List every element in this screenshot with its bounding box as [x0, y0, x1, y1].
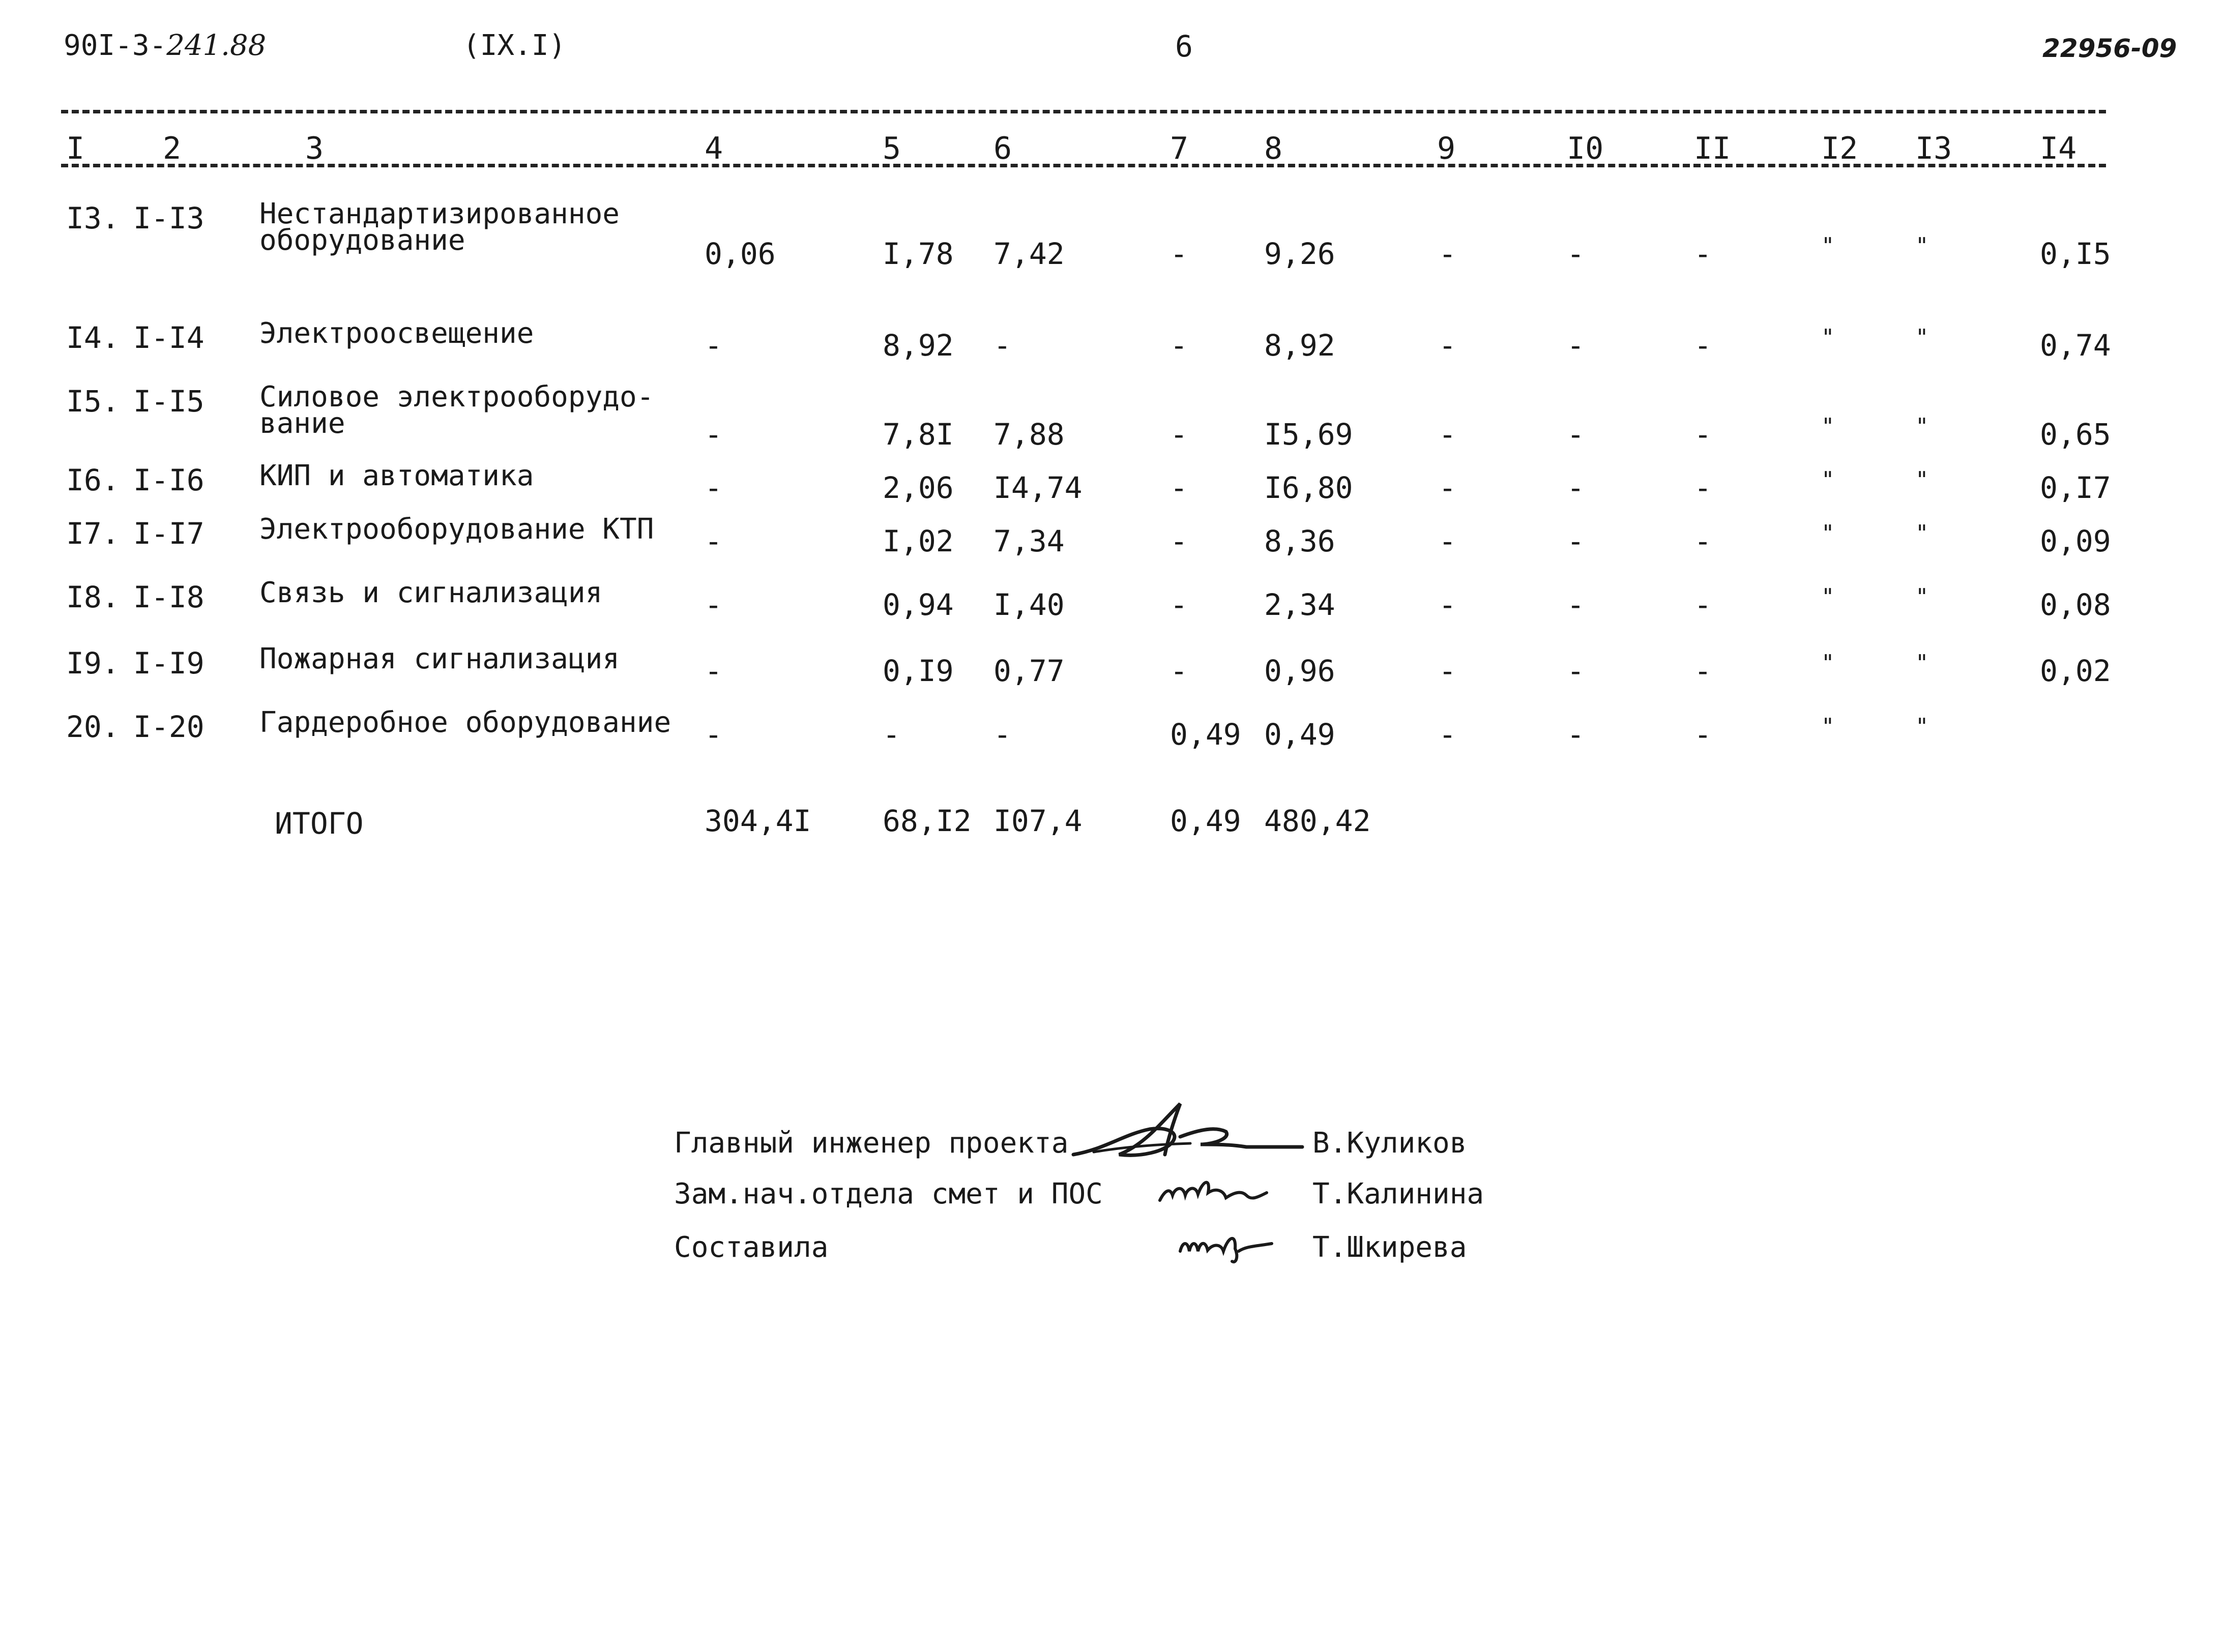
row-col-12: "	[1821, 467, 1835, 493]
row-name: КИП и автоматика	[259, 459, 534, 492]
row-name: Гардеробное оборудование	[259, 706, 671, 739]
row-col-13: "	[1915, 520, 1929, 546]
column-number: 9	[1437, 131, 1456, 166]
row-col-7: -	[1170, 417, 1188, 452]
header-top-rule	[61, 110, 2106, 113]
row-col-4: -	[705, 328, 722, 363]
total-col-8: 480,42	[1264, 804, 1371, 838]
row-col-8: 2,34	[1264, 587, 1335, 622]
row-col-11: -	[1694, 587, 1712, 622]
row-name: Силовое электрооборудо-вание	[259, 380, 654, 440]
row-col-8: 8,92	[1264, 328, 1335, 363]
row-col-8: 0,96	[1264, 654, 1335, 688]
total-label: ИТОГО	[275, 806, 364, 841]
row-col-7: -	[1170, 524, 1188, 558]
column-number: 7	[1170, 131, 1189, 166]
header-bottom-rule	[61, 164, 2106, 167]
row-col-6: 7,34	[993, 524, 1065, 558]
row-col-8: 9,26	[1264, 237, 1335, 271]
row-col-12: "	[1821, 233, 1835, 259]
row-code: I-20	[133, 710, 204, 744]
row-col-6: -	[993, 717, 1011, 752]
row-col-10: -	[1567, 587, 1585, 622]
row-code: I-I5	[133, 384, 204, 419]
row-code: I-I4	[133, 320, 204, 355]
row-col-14: 0,74	[2040, 328, 2111, 363]
signature-shkireva	[1175, 1221, 1277, 1272]
row-code: I-I8	[133, 580, 204, 614]
row-number: I9.	[66, 646, 120, 681]
signature-kulikov	[1063, 1094, 1307, 1170]
row-col-13: "	[1915, 584, 1929, 610]
row-col-5: I,78	[883, 237, 954, 271]
row-number: 20.	[66, 710, 120, 744]
row-col-6: 7,42	[993, 237, 1065, 271]
document-number: 22956-09	[2042, 34, 2177, 63]
row-col-10: -	[1567, 524, 1585, 558]
project-code	[64, 29, 267, 62]
row-name: Связь и сигнализация	[259, 576, 603, 609]
row-col-10: -	[1567, 654, 1585, 688]
row-col-8: 0,49	[1264, 717, 1335, 752]
column-number: 5	[883, 131, 901, 166]
row-col-12: "	[1821, 714, 1835, 740]
row-col-7: -	[1170, 237, 1188, 271]
column-number: II	[1694, 131, 1731, 166]
total-col-6: I07,4	[993, 804, 1083, 838]
row-col-10: -	[1567, 237, 1585, 271]
row-col-7: -	[1170, 470, 1188, 505]
row-col-5: 0,94	[883, 587, 954, 622]
row-col-12: "	[1821, 414, 1835, 439]
row-col-12: "	[1821, 324, 1835, 350]
row-number: I8.	[66, 580, 120, 614]
column-number: I	[66, 131, 85, 166]
column-number: 3	[305, 131, 324, 166]
column-number: I0	[1567, 131, 1604, 166]
row-col-7: -	[1170, 587, 1188, 622]
row-col-14: 0,02	[2040, 654, 2111, 688]
row-col-8: I5,69	[1264, 417, 1353, 452]
row-col-14: 0,65	[2040, 417, 2111, 452]
row-col-11: -	[1694, 717, 1712, 752]
row-col-12: "	[1821, 520, 1835, 546]
page-number: 6	[1175, 29, 1193, 64]
column-number: 8	[1264, 131, 1283, 166]
row-col-4: 0,06	[705, 237, 776, 271]
row-col-6: 7,88	[993, 417, 1065, 452]
row-col-6: 0,77	[993, 654, 1065, 688]
row-col-6: I,40	[993, 587, 1065, 622]
row-col-5: -	[883, 717, 900, 752]
row-number: I7.	[66, 516, 120, 551]
row-col-9: -	[1439, 587, 1456, 622]
row-col-9: -	[1439, 654, 1456, 688]
signer-name: Т.Шкирева	[1312, 1231, 1467, 1264]
row-col-5: 2,06	[883, 470, 954, 505]
row-code: I-I7	[133, 516, 204, 551]
row-col-14: 0,I5	[2040, 237, 2111, 271]
row-col-10: -	[1567, 328, 1585, 363]
row-code: I-I3	[133, 201, 204, 235]
row-col-9: -	[1439, 524, 1456, 558]
row-col-13: "	[1915, 324, 1929, 350]
row-col-4: -	[705, 417, 722, 452]
row-col-14: 0,09	[2040, 524, 2111, 558]
row-col-8: I6,80	[1264, 470, 1353, 505]
project-code-typed: 90I-3-	[64, 29, 167, 62]
row-col-11: -	[1694, 417, 1712, 452]
row-col-5: 7,8I	[883, 417, 954, 452]
row-name: Пожарная сигнализация	[259, 642, 620, 675]
row-col-7: -	[1170, 328, 1188, 363]
row-col-11: -	[1694, 524, 1712, 558]
total-col-4: 304,4I	[705, 804, 811, 838]
column-number: 6	[993, 131, 1012, 166]
section-code: (IX.I)	[463, 29, 566, 62]
row-col-4: -	[705, 717, 722, 752]
row-col-10: -	[1567, 417, 1585, 452]
signature-kalinina	[1155, 1170, 1272, 1216]
row-number: I5.	[66, 384, 120, 419]
row-col-7: 0,49	[1170, 717, 1241, 752]
row-col-5: 8,92	[883, 328, 954, 363]
column-number: 2	[163, 131, 182, 166]
row-col-4: -	[705, 654, 722, 688]
row-col-13: "	[1915, 233, 1929, 259]
column-number: I2	[1821, 131, 1858, 166]
row-code: I-I9	[133, 646, 204, 681]
row-col-9: -	[1439, 328, 1456, 363]
row-col-10: -	[1567, 470, 1585, 505]
row-col-14: 0,08	[2040, 587, 2111, 622]
row-col-13: "	[1915, 414, 1929, 439]
row-col-9: -	[1439, 717, 1456, 752]
row-number: I3.	[66, 201, 120, 235]
row-col-6: I4,74	[993, 470, 1083, 505]
row-col-9: -	[1439, 470, 1456, 505]
row-col-4: -	[705, 587, 722, 622]
signer-role: Главный инженер проекта	[674, 1127, 1069, 1160]
row-col-13: "	[1915, 467, 1929, 493]
column-number: 4	[705, 131, 723, 166]
row-col-6: -	[993, 328, 1011, 363]
row-col-11: -	[1694, 470, 1712, 505]
signer-name: Т.Калинина	[1312, 1177, 1484, 1211]
row-name: Электрооборудование КТП	[259, 513, 654, 546]
row-col-14: 0,I7	[2040, 470, 2111, 505]
row-col-9: -	[1439, 417, 1456, 452]
row-col-11: -	[1694, 654, 1712, 688]
row-col-4: -	[705, 524, 722, 558]
row-name: Электроосвещение	[259, 317, 534, 350]
column-number: I4	[2040, 131, 2077, 166]
signer-name: В.Куликов	[1312, 1127, 1467, 1160]
row-col-4: -	[705, 470, 722, 505]
total-col-7: 0,49	[1170, 804, 1241, 838]
signer-role: Составила	[674, 1231, 829, 1264]
row-col-11: -	[1694, 237, 1712, 271]
row-col-13: "	[1915, 650, 1929, 676]
row-number: I6.	[66, 463, 120, 497]
row-col-13: "	[1915, 714, 1929, 740]
signer-role: Зам.нач.отдела смет и ПОС	[674, 1177, 1103, 1211]
row-col-12: "	[1821, 584, 1835, 610]
row-number: I4.	[66, 320, 120, 355]
row-col-5: I,02	[883, 524, 954, 558]
project-code-handwritten: 241.88	[166, 29, 267, 62]
total-col-5: 68,I2	[883, 804, 972, 838]
row-col-12: "	[1821, 650, 1835, 676]
row-col-8: 8,36	[1264, 524, 1335, 558]
row-col-7: -	[1170, 654, 1188, 688]
column-number: I3	[1915, 131, 1952, 166]
row-col-11: -	[1694, 328, 1712, 363]
row-col-9: -	[1439, 237, 1456, 271]
row-col-10: -	[1567, 717, 1585, 752]
row-name: Нестандартизированное оборудование	[259, 197, 620, 257]
row-code: I-I6	[133, 463, 204, 497]
row-col-5: 0,I9	[883, 654, 954, 688]
